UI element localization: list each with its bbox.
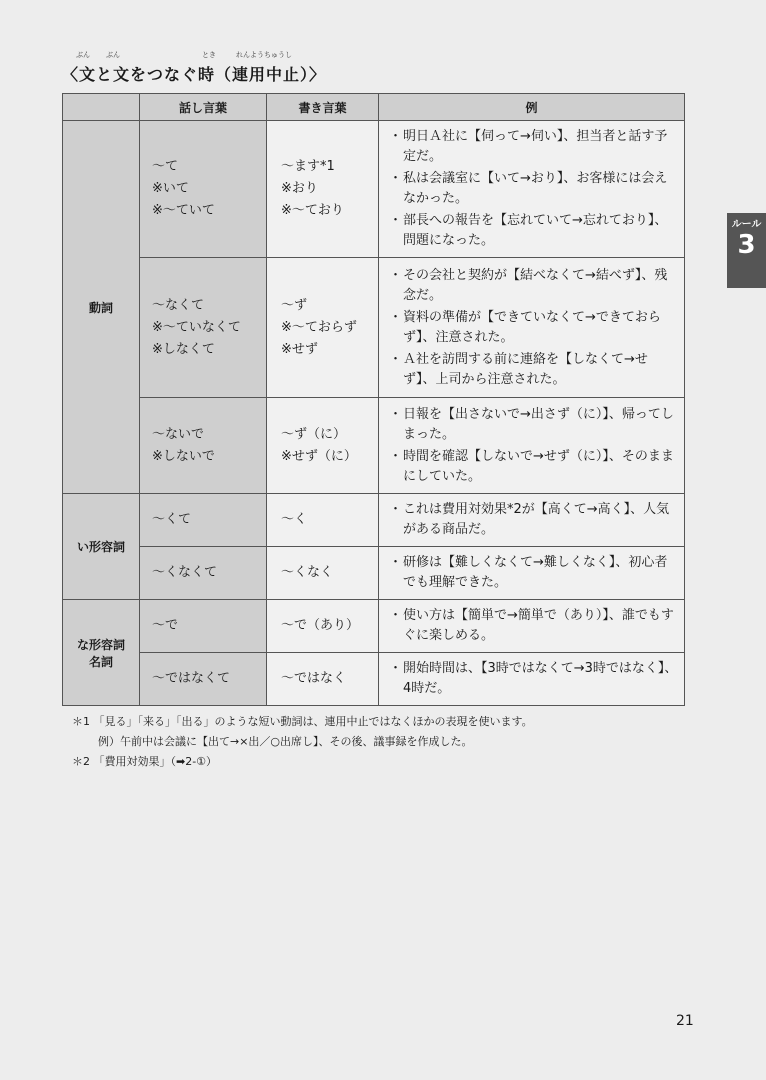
spoken-form: ※しないで: [152, 448, 215, 464]
example-sentence: ・ 部長への報告を【忘れていて→忘れており】、問題になった。: [393, 211, 678, 251]
spoken-cell: [140, 258, 267, 398]
written-form: ～ず: [281, 297, 308, 313]
chapter-tab: [727, 213, 766, 288]
category-na-adjective-noun: な形容詞 名詞: [63, 600, 140, 706]
example-cell: [379, 121, 685, 258]
spoken-form: ※しなくて: [152, 341, 215, 357]
written-form: ※～ており: [281, 203, 344, 218]
chapter-tab-number: 3: [737, 230, 756, 260]
title-text: 〈文と文をつなぐ時（連用中止）〉: [62, 65, 327, 84]
header-written: 書き言葉: [267, 94, 379, 121]
example-cell: [379, 398, 685, 494]
table-row: [63, 258, 685, 398]
example-sentence: ・ 私は会議室に【いて→おり】、お客様には会えなかった。: [393, 169, 678, 209]
footnote-2: ＊2 「費用対効果」（➡2-①）: [72, 755, 218, 768]
spoken-cell: [140, 547, 267, 600]
spoken-form: ～くて: [152, 512, 192, 527]
example-sentence: ・ 資料の準備が【できていなくて→できておらず】、注意された。: [393, 308, 678, 348]
spoken-form: ～で: [152, 618, 179, 633]
spoken-form: ～くなくて: [152, 565, 218, 580]
written-cell: [267, 258, 379, 398]
table-row: [63, 600, 685, 653]
spoken-form: ※いて: [152, 181, 189, 196]
written-form: ※おり: [281, 181, 318, 196]
written-cell: [267, 547, 379, 600]
written-cell: [267, 121, 379, 258]
page-number: 21: [676, 1013, 694, 1029]
example-cell: [379, 600, 685, 653]
example-sentence: ・ その会社と契約が【結べなくて→結べず】、残念だ。: [393, 266, 678, 306]
spoken-form: ～ではなくて: [152, 671, 231, 686]
header-example: 例: [379, 94, 685, 121]
example-sentence: ・ これは費用対効果*2が【高くて→高く】、人気がある商品だ。: [393, 500, 678, 540]
written-form: ※せず: [281, 341, 318, 357]
written-form: ※せず（に）: [281, 448, 357, 464]
spoken-form: ～て: [152, 159, 179, 174]
grammar-table: [62, 93, 685, 706]
ruby-toki: とき: [202, 51, 216, 59]
spoken-cell: [140, 600, 267, 653]
table-row: [63, 398, 685, 494]
written-form: ～ではなく: [281, 671, 347, 686]
written-form: ～ず（に）: [281, 426, 347, 442]
table-row: [63, 547, 685, 600]
example-sentence: ・ Ａ社を訪問する前に連絡を【しなくて→せず】、上司から注意された。: [393, 350, 678, 390]
written-form: ～く: [281, 512, 308, 527]
ruby-bun1: ぶん: [76, 51, 90, 59]
written-cell: [267, 398, 379, 494]
page-title: [62, 51, 327, 85]
example-sentence: ・ 日報を【出さないで→出さず（に）】、帰ってしまった。: [393, 405, 678, 445]
spoken-form: ～なくて: [152, 297, 205, 313]
example-sentence: ・ 開始時間は、【3時ではなくて→3時ではなく】、4時だ。: [393, 659, 678, 699]
written-cell: [267, 600, 379, 653]
example-cell: [379, 653, 685, 706]
spoken-cell: [140, 653, 267, 706]
written-cell: [267, 494, 379, 547]
spoken-cell: [140, 494, 267, 547]
table-row: [63, 494, 685, 547]
example-cell: [379, 494, 685, 547]
category-i-adjective: い形容詞: [63, 494, 140, 600]
written-form: ～ます*1: [281, 159, 335, 174]
example-cell: [379, 258, 685, 398]
written-form: ～で（あり）: [281, 618, 360, 633]
written-cell: [267, 653, 379, 706]
ruby-bun2: ぶん: [106, 51, 120, 59]
example-sentence: ・ 明日Ａ社に【伺って→伺い】、担当者と話す予定だ。: [393, 127, 678, 167]
header-category: [63, 94, 140, 121]
spoken-cell: [140, 398, 267, 494]
category-verb: 動詞: [63, 121, 140, 494]
table-row: [63, 121, 685, 258]
footnote-1: ＊1 「見る」「来る」「出る」のような短い動詞は、連用中止ではなくほかの表現を使います。: [72, 715, 533, 728]
written-form: ～くなく: [281, 565, 334, 580]
written-form: ※～ておらず: [281, 319, 357, 335]
footnotes: [72, 712, 533, 772]
spoken-form: ※～ていて: [152, 203, 215, 218]
example-sentence: ・ 研修は【難しくなくて→難しくなく】、初心者でも理解できた。: [393, 553, 678, 593]
ruby-renyou: れんようちゅうし: [236, 51, 292, 59]
table-header-row: [63, 94, 685, 121]
table-row: [63, 653, 685, 706]
example-sentence: ・ 時間を確認【しないで→せず（に）】、そのままにしていた。: [393, 447, 678, 487]
spoken-cell: [140, 121, 267, 258]
spoken-form: ※～ていなくて: [152, 319, 241, 335]
example-sentence: ・ 使い方は【簡単で→簡単で（あり）】、誰でもすぐに楽しめる。: [393, 606, 678, 646]
spoken-form: ～ないで: [152, 426, 205, 442]
example-cell: [379, 547, 685, 600]
chapter-tab-label: ルール: [731, 219, 762, 230]
footnote-1-example: 例）午前中は会議に【出て→×出／○出席し】、その後、議事録を作成した。: [98, 735, 473, 748]
header-spoken: 話し言葉: [140, 94, 267, 121]
